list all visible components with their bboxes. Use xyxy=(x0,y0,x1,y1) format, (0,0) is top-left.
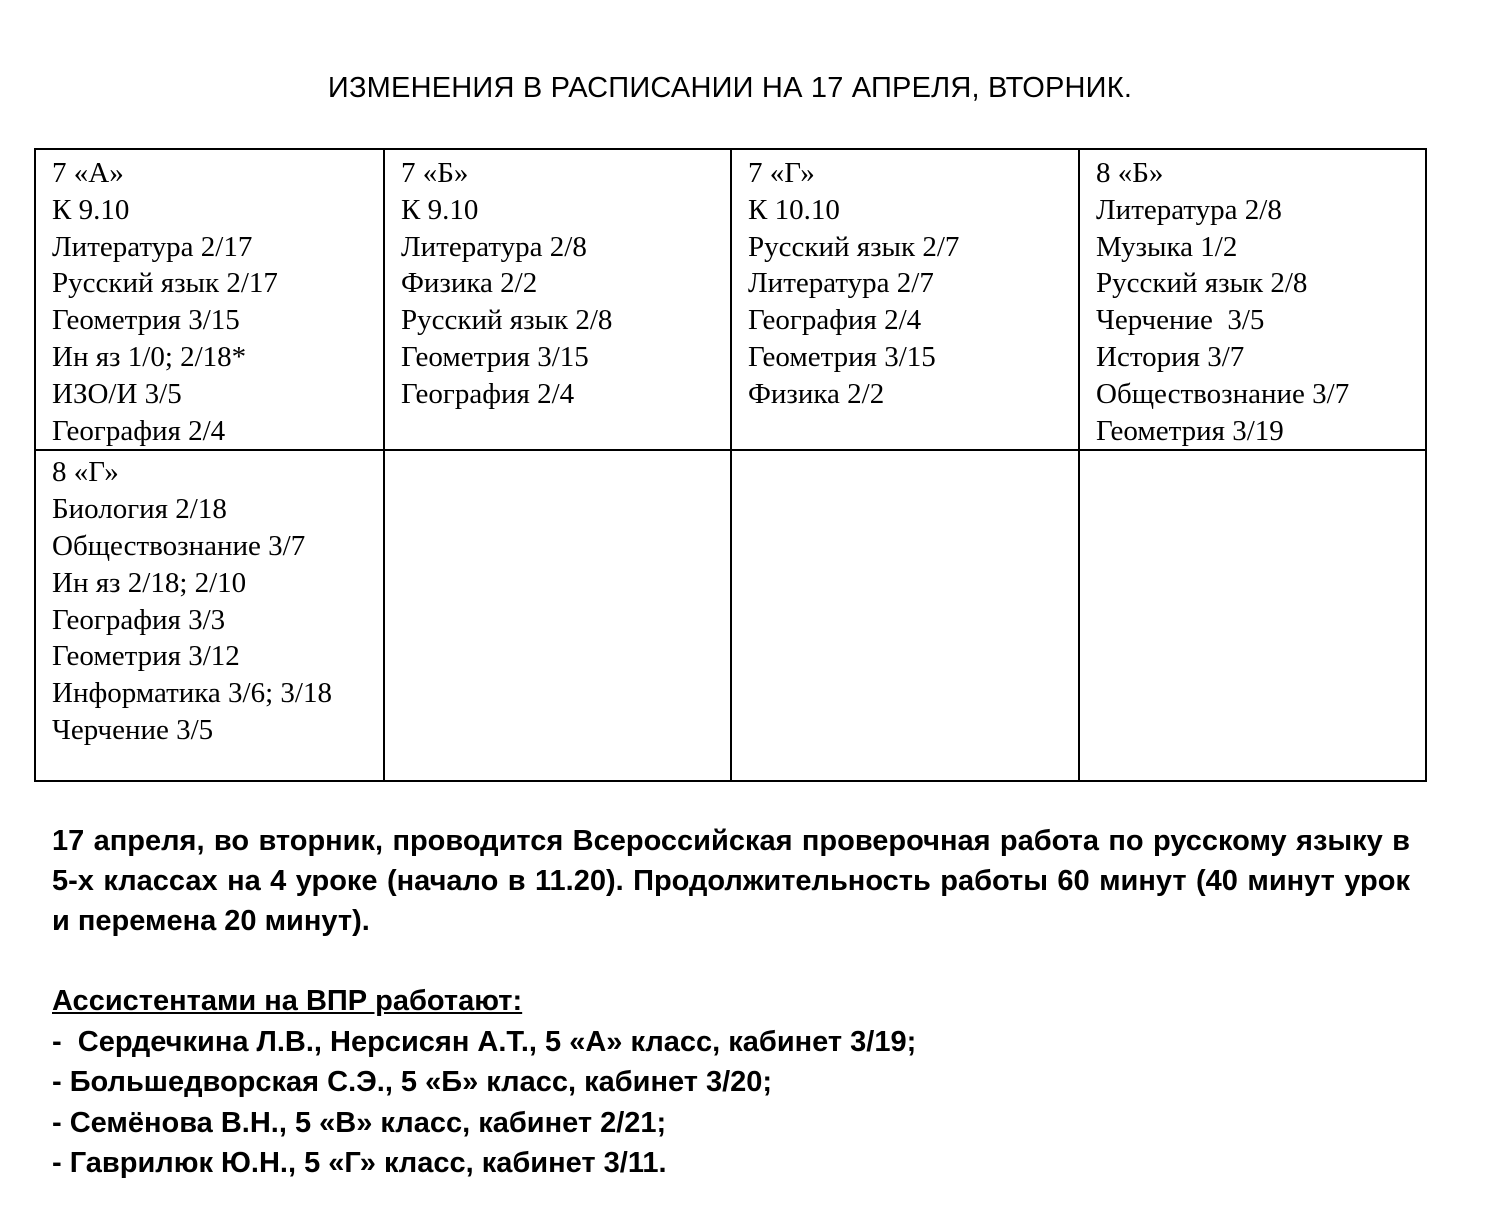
lesson-line: География 2/4 xyxy=(401,377,575,410)
lesson-line: Музыка 1/2 xyxy=(1096,230,1238,263)
lesson-line: Ин яз 1/0; 2/18* xyxy=(52,340,247,373)
class-name: 8 «Г» xyxy=(52,456,119,489)
lesson-line: Черчение 3/5 xyxy=(52,713,214,746)
lesson-line: Физика 2/2 xyxy=(401,267,538,300)
lesson-line: Геометрия 3/15 xyxy=(52,304,240,337)
empty-cell xyxy=(731,450,1079,781)
lesson-line: Геометрия 3/12 xyxy=(52,640,240,673)
lesson-line: Геометрия 3/15 xyxy=(748,340,936,373)
class-name: 7 «Г» xyxy=(748,157,815,189)
lesson-line: Литература 2/17 xyxy=(52,230,253,263)
class-cell-8b xyxy=(1079,149,1426,450)
lesson-line: Литература 2/8 xyxy=(1096,193,1282,226)
lesson-line: Русский язык 2/7 xyxy=(748,230,960,263)
lesson-line: Русский язык 2/17 xyxy=(52,267,278,300)
lesson-line: Физика 2/2 xyxy=(748,377,885,410)
vpr-notice: 17 апреля, во вторник, проводится Всероссийская проверочная работа по русскому языку в 5-х классах на 4 уроке (начало в 11.20). Продолжительность работы 60 минут (40 минут урок и перемена 20 минут). xyxy=(52,825,1410,937)
assistants-section xyxy=(52,981,916,1184)
lesson-line: Информатика 3/6; 3/18 xyxy=(52,677,332,710)
lesson-line: Ин яз 2/18; 2/10 xyxy=(52,566,247,599)
assistants-heading: Ассистентами на ВПР работают: xyxy=(52,985,523,1017)
lesson-line: Русский язык 2/8 xyxy=(1096,267,1308,300)
lesson-line: Геометрия 3/15 xyxy=(401,340,589,373)
assistant-item: - Большедворская С.Э., 5 «Б» класс, кабинет 3/20; xyxy=(52,1066,773,1098)
lesson-line: Геометрия 3/19 xyxy=(1096,414,1284,447)
class-name: 7 «А» xyxy=(52,157,124,189)
lesson-line: К 9.10 xyxy=(401,193,479,226)
table-row xyxy=(35,450,1426,781)
class-cell-7a xyxy=(35,149,384,450)
lesson-line: Русский язык 2/8 xyxy=(401,304,613,337)
page-title: ИЗМЕНЕНИЯ В РАСПИСАНИИ НА 17 АПРЕЛЯ, ВТОРНИК. xyxy=(327,72,1133,104)
lesson-line: География 2/4 xyxy=(748,304,922,337)
lesson-line: Литература 2/8 xyxy=(401,230,587,263)
lesson-line: К 10.10 xyxy=(748,193,840,226)
lesson-line: Черчение 3/5 xyxy=(1096,304,1265,337)
class-cell-7g xyxy=(731,149,1079,450)
assistant-item: - Гаврилюк Ю.Н., 5 «Г» класс, кабинет 3/11. xyxy=(52,1147,667,1179)
empty-cell xyxy=(1079,450,1426,781)
empty-cell xyxy=(384,450,731,781)
schedule-table xyxy=(34,148,1427,782)
lesson-line: Литература 2/7 xyxy=(748,267,934,300)
class-name: 8 «Б» xyxy=(1096,157,1164,189)
lesson-line: География 3/3 xyxy=(52,603,226,636)
table-row xyxy=(35,149,1426,450)
assistant-item: - Семёнова В.Н., 5 «В» класс, кабинет 2/21; xyxy=(52,1106,667,1139)
lesson-line: Биология 2/18 xyxy=(52,493,227,526)
lesson-line: География 2/4 xyxy=(52,414,226,447)
class-name: 7 «Б» xyxy=(401,157,469,189)
lesson-line: История 3/7 xyxy=(1096,340,1245,373)
class-cell-7b xyxy=(384,149,731,450)
lesson-line: Обществознание 3/7 xyxy=(1096,377,1350,410)
lesson-line: Обществознание 3/7 xyxy=(52,529,306,562)
assistant-item: - Сердечкина Л.В., Нерсисян А.Т., 5 «А» класс, кабинет 3/19; xyxy=(52,1025,917,1058)
lesson-line: ИЗО/И 3/5 xyxy=(52,377,182,410)
class-cell-8g xyxy=(35,450,384,781)
lesson-line: К 9.10 xyxy=(52,193,130,226)
